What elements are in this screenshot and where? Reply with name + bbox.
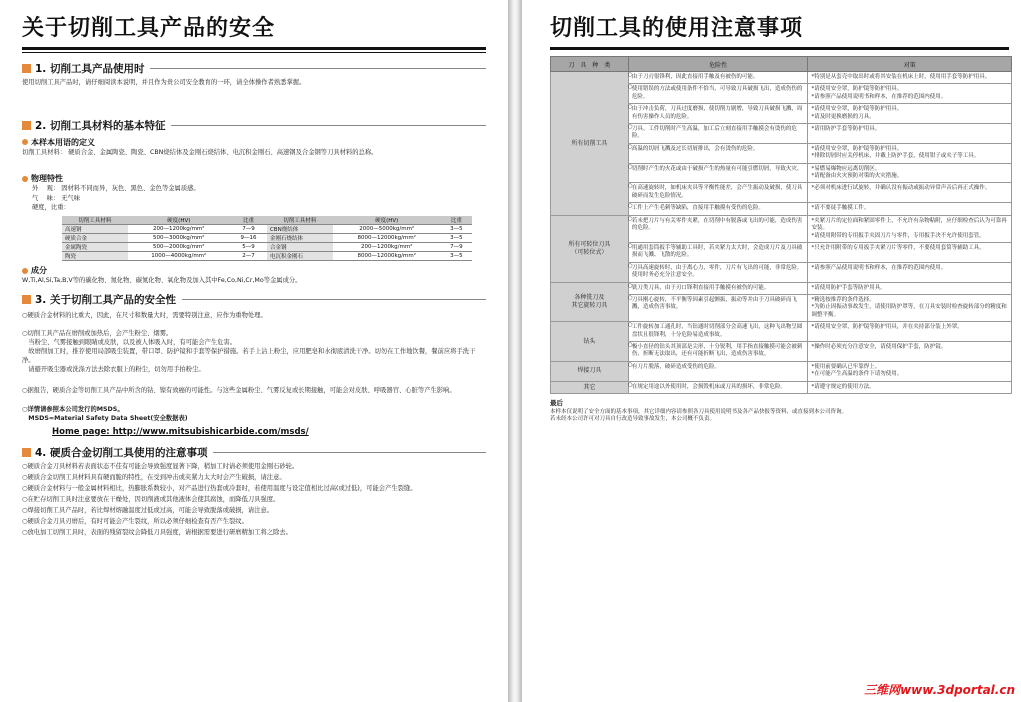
- precautions-table: [550, 56, 1012, 394]
- section-2-heading: 2. 切削工具材料的基本特征: [22, 118, 486, 133]
- table-cell: 500—2000kg/mm²: [128, 243, 230, 252]
- table-cell: 高速钢: [62, 225, 128, 234]
- page-gutter: [508, 0, 522, 702]
- danger-cell: ○ 在规定用途以外使用时，会损毁机床或刀具的损坏，非常危险。: [628, 381, 808, 393]
- composition-heading: 成分: [22, 265, 486, 276]
- table-cell: 金属陶瓷: [62, 243, 128, 252]
- table-row: [551, 322, 1012, 342]
- countermeasure-cell: *请遵守规定的使用方法。: [808, 381, 1012, 393]
- title-rule: [22, 47, 486, 50]
- orange-dot-icon: [22, 176, 28, 182]
- table-row: [551, 215, 1012, 242]
- danger-cell: ○ 由于刀刃很锋利，因此直接用手触及有被伤的可能。: [628, 72, 808, 84]
- table-cell: 硬质合金: [62, 234, 128, 243]
- table-cell: 3—5: [441, 252, 472, 261]
- table-cell: 500—3000kg/mm²: [128, 234, 230, 243]
- footer-title: 最后: [550, 399, 563, 407]
- table-row: [62, 252, 472, 261]
- countermeasure-cell: *请使用安全罩，防护镜等防护用具。 *请及时更换磨损的刀具。: [808, 104, 1012, 124]
- table-cell: 200—1200kg/mm²: [333, 243, 441, 252]
- danger-cell: ○ 由于冲击负荷，刀具过度磨损，使切削力剧增，导致刀具破损飞溅，周有伤害操作人员的危险。: [628, 104, 808, 124]
- tool-type-cell: 钻头: [551, 322, 629, 362]
- watermark: 三维网www.3dportal.cn: [864, 683, 1015, 697]
- orange-square-icon: [22, 64, 31, 73]
- caution-item: ○硬质合金刀具材料若表面状态不佳有可能会导致强度显著下降，稍加工时请必须使用金刚石砂轮。: [22, 462, 299, 470]
- table-cell: 7—9: [441, 243, 472, 252]
- countermeasure-cell: *特别是从套壳中取出时或将其安装在机床上时，使用用手套等防护用具。: [808, 72, 1012, 84]
- tool-type-cell: 其它: [551, 381, 629, 393]
- safety-item: ○据报告，硬质合金等切削工具产品中所含的钴、镍有致癌的可能性。与这些金属粉尘、气雾反复或长期接触，可能会对皮肤、呼吸器官、心脏等产生影响。: [22, 386, 456, 394]
- countermeasure-cell: *请参照产品使用说明书和样本，在推荐的范围内使用。: [808, 262, 1012, 282]
- orange-dot-icon: [22, 268, 28, 274]
- table-header: 对策: [808, 57, 1012, 72]
- caution-item: ○放电加工切削工具时，表面的残留裂纹会降低刀具强度，请根据需要进行研磨精加工将之除去。: [22, 528, 292, 536]
- tool-type-cell: 各种铣刀及 其它旋转刀具: [551, 282, 629, 322]
- left-page-title: 关于切削工具产品的安全: [22, 16, 276, 41]
- right-page: [530, 0, 1021, 702]
- table-row: [551, 72, 1012, 84]
- table-cell: 8000—12000kg/mm²: [333, 252, 441, 261]
- table-header: 危险性: [628, 57, 808, 72]
- countermeasure-cell: *必须对机床进行试旋转，并确认没有振动或振动异常声音后再正式操作。: [808, 183, 1012, 203]
- table-header: 切削工具材料: [267, 216, 333, 225]
- danger-cell: ○ 刀具高速旋转时，由于离心力，零件，刀片有飞出的可能，非常危险。 使用时务必充分注意安全。: [628, 262, 808, 282]
- danger-cell: ○ 极小直径的钻头其顶部是尖形，十分锐利，用手指直接触摸可能会被刺伤，折断无法取出，还有可能折断飞出，造成伤害事故。: [628, 341, 808, 361]
- caution-item: ○硬质合金材料与一般金属材料相比，热膨胀系数较小，对产品进行热套或冷套时，若使用温度与设定值相比过高(或过低)，可能会产生裂缝。: [22, 484, 417, 492]
- tool-type-cell: 所有可转位刀具 （可转位式）: [551, 215, 629, 282]
- table-row: [551, 381, 1012, 393]
- countermeasure-cell: *请使用安全罩，防护镜等防护用具。 *排除切屑时应关停机床，并戴上防护手套，使用钳子或夹子等工具。: [808, 143, 1012, 163]
- hardness-table: [62, 216, 472, 262]
- right-page-title: 切削工具的使用注意事项: [550, 16, 804, 41]
- countermeasure-cell: *请使用防护手套等防护用具。: [808, 282, 1012, 294]
- danger-cell: ○ 在高速旋转时，如机床夹具等平衡性能差，会产生振动及破损，使刀具破碎而发生危险情况。: [628, 183, 808, 203]
- tool-type-cell: 焊接刀具: [551, 361, 629, 381]
- orange-square-icon: [22, 448, 31, 457]
- countermeasure-cell: *请用防护手套等防护用具。: [808, 124, 1012, 144]
- table-row: [62, 234, 472, 243]
- danger-cell: ○ 使用错误的方法或使用条件不恰当，可导致刀具破损飞出，造成伤伤的危险。: [628, 84, 808, 104]
- table-cell: 合金钢: [267, 243, 333, 252]
- physical-line: 硬度，比重：: [32, 204, 70, 211]
- countermeasure-cell: *易燃易爆物应远离切削区。 *请配备由火灾预防对策的火灾措施。: [808, 163, 1012, 183]
- table-row: [551, 361, 1012, 381]
- definition-text: 切削工具材料： 硬质合金、金属陶瓷、陶瓷、CBN烧结体及金刚石烧结体、电沉积金刚石、高速钢及合金钢等刀具材料的总称。: [22, 148, 378, 156]
- table-header: 比重: [441, 216, 472, 225]
- physical-heading: 物理特性: [22, 173, 486, 184]
- msds-item: ○详情请参照本公司发行的MSDS。 MSDS=Material Safety Data Sheet(安全数据表): [22, 405, 188, 422]
- section-1-heading: 1. 切削工具产品使用时: [22, 61, 486, 76]
- table-header-row: [551, 57, 1012, 72]
- countermeasure-cell: *夹紧刀片的定位面和紧固零件上，不允许有杂物粘附，应仔细检查后认为可靠再安装。 *请使用附带的专用扳手夹固刀片与零件，专用扳手决不允许使用套管。: [808, 215, 1012, 242]
- table-cell: 3—5: [441, 225, 472, 234]
- danger-cell: ○ 切削时产生的火花或由于破损产生的热量有可能引燃切屑，导致火灾。: [628, 163, 808, 183]
- table-header: 比重: [230, 216, 267, 225]
- physical-line: 气 味： 无气味: [32, 194, 81, 202]
- safety-item: ○切削工具产品在磨削或加热后，会产生粉尘、烟雾。 当粉尘、气雾接触到眼睛或皮肤，以及被人体吸入时，有可能会产生危害。 故磨削加工时，推荐使用局部吸尘装置，带口罩、防护镜和手套等保护措施。若手上沾上粉尘，应用肥皂和水彻底清洗干净。切勿在工作地饮餐，餐前应将手洗干净。 请避开吸尘器或洗涤方法去除衣服上的粉尘，切勿用手拍粉尘。: [22, 329, 476, 373]
- title-rule-thin: [22, 52, 486, 53]
- table-cell: 8000—12000kg/mm²: [333, 234, 441, 243]
- countermeasure-cell: *只允许用附带的专用扳手夹紧刀片等零件，不要使用套筒等辅助工具。: [808, 242, 1012, 262]
- table-row: [551, 282, 1012, 294]
- section-3-heading: 3. 关于切削工具产品的安全性: [22, 292, 486, 307]
- table-header: 切削工具材料: [62, 216, 128, 225]
- table-cell: 陶瓷: [62, 252, 128, 261]
- table-cell: 金刚石烧结体: [267, 234, 333, 243]
- danger-cell: ○ 有刀片脱落，破碎造成受伤的危险。: [628, 361, 808, 381]
- table-cell: 7—9: [230, 225, 267, 234]
- table-cell: 3—5: [441, 234, 472, 243]
- danger-cell: ○ 工件上产生毛刺等缺陷，直接用手触摸有受伤的危险。: [628, 203, 808, 215]
- orange-square-icon: [22, 295, 31, 304]
- homepage-link[interactable]: Home page: http://www.mitsubishicarbide.com/msds/: [52, 426, 309, 437]
- footer-text: 本样本仅说明了安全方面的基本事项，其它详细内容请参照各刀具使用说明书及各产品快报等资料，或直接到本公司咨询。 若未经本公司许可对刀具自行改造导致事故发生，本公司概不负责。: [550, 408, 848, 422]
- caution-item: ○焊接切削工具产品时，若比焊材熔融温度过低或过高，可能会导致脱落或破损，请注意。: [22, 506, 274, 514]
- orange-square-icon: [22, 121, 31, 130]
- section-4-heading: 4. 硬质合金切削工具使用的注意事项: [22, 445, 486, 460]
- table-cell: CBN烧结体: [267, 225, 333, 234]
- table-header: 硬度(HV): [128, 216, 230, 225]
- table-cell: 200—1200kg/mm²: [128, 225, 230, 234]
- danger-cell: ○ 高温的切屑飞溅及过长切屑排出，会有烫伤的危险。: [628, 143, 808, 163]
- composition-text: W,Ti,Al,Si,Ta,B,V等的碳化物、氮化物、碳氮化物、氧化物及加入其中Fe,Co,Ni,Cr,Mo等金属成分。: [22, 277, 302, 284]
- countermeasure-cell: *请使用安全罩，防护镜等防护用具，并在夹持部分装上外罩。: [808, 322, 1012, 342]
- orange-dot-icon: [22, 139, 28, 145]
- table-cell: 2—7: [230, 252, 267, 261]
- countermeasure-cell: *请不要徒手触摸工件。: [808, 203, 1012, 215]
- danger-cell: ○ 刀具、工件切削时产生高温，加工后立刻直接用手触摸会有烫伤的危险。: [628, 124, 808, 144]
- table-header: 刀 具 种 类: [551, 57, 629, 72]
- danger-cell: ○ 用通用套筒扳手等辅助工具时，若夹紧力太大时，会造成刀片及刀具破损而飞溅、飞散的危险。: [628, 242, 808, 262]
- danger-cell: ○ 若未把刀片与有关零件夹紧，在切削中有脱落或飞出的可能，造成伤害的危险。: [628, 215, 808, 242]
- tool-type-cell: 所有切削工具: [551, 72, 629, 216]
- title-rule: [550, 47, 1009, 50]
- table-row: [62, 225, 472, 234]
- table-cell: 1000—4000kg/mm²: [128, 252, 230, 261]
- table-cell: 2000—5000kg/mm²: [333, 225, 441, 234]
- danger-cell: ○ 刀具刚心旋转，不平衡等因素引起颤振，振动等并由于刀具破碎而飞溅，造成伤害事故。: [628, 294, 808, 321]
- table-cell: 5—9: [230, 243, 267, 252]
- physical-line: 外 观： 固材料不同而异，灰色、黑色、金色等金属质感。: [32, 185, 200, 192]
- danger-cell: ○ 铣刀类刀具，由于刃口锋利直接用手触摸有被伤的可能。: [628, 282, 808, 294]
- table-cell: 9—16: [230, 234, 267, 243]
- danger-cell: ○ 工件旋转加工通孔时，当钻通时切削部分会高速飞出，这种飞出物呈圆盘状且很锋利，十分危险易造成事故。: [628, 322, 808, 342]
- countermeasure-cell: *使用前要确认已牢靠焊上。 *在可能产生高温的条件下请勿使用。: [808, 361, 1012, 381]
- precautions-body: [551, 72, 1012, 394]
- left-page: [0, 0, 500, 702]
- countermeasure-cell: *请使用安全罩，防护镜等防护用具。 *请参照产品使用说明书和样本，在推荐的范围内使用。: [808, 84, 1012, 104]
- section-1-text: 使用切削工具产品时，请仔细阅读本说明，并且作为贵公司安全教育的一环，请全体操作者熟悉掌握。: [22, 79, 306, 86]
- countermeasure-cell: *操作时必须充分注意安全，请使用保护手套，防护镜。: [808, 341, 1012, 361]
- definition-heading: 本样本用语的定义: [22, 137, 486, 148]
- table-row: [62, 243, 472, 252]
- table-header: 硬度(HV): [333, 216, 441, 225]
- countermeasure-cell: *精选按推荐的条件选择。 *为防止因振动事故发生，请使用防护罩等，在刀具安装时检查旋转部分的精度和调整平衡。: [808, 294, 1012, 321]
- table-header-row: [62, 216, 472, 225]
- safety-item: ○硬质合金材料的比重大，因此，在尺寸和数量大时，需要特别注意，应作为重物处理。: [22, 311, 267, 319]
- caution-item: ○在贮存切削工具时注意要放在干燥处，因切削液或其他液体会使其腐蚀，而降低刀具强度。: [22, 495, 280, 503]
- table-cell: 电沉积金刚石: [267, 252, 333, 261]
- caution-item: ○硬质合金刀具刃磨后，有时可能会产生裂纹，所以必须仔细检查有否产生裂纹。: [22, 517, 248, 525]
- caution-item: ○硬质合金切削工具材料具有硬而脆的特性，在受到冲击或夹紧力太大时会产生破损，请注意。: [22, 473, 286, 481]
